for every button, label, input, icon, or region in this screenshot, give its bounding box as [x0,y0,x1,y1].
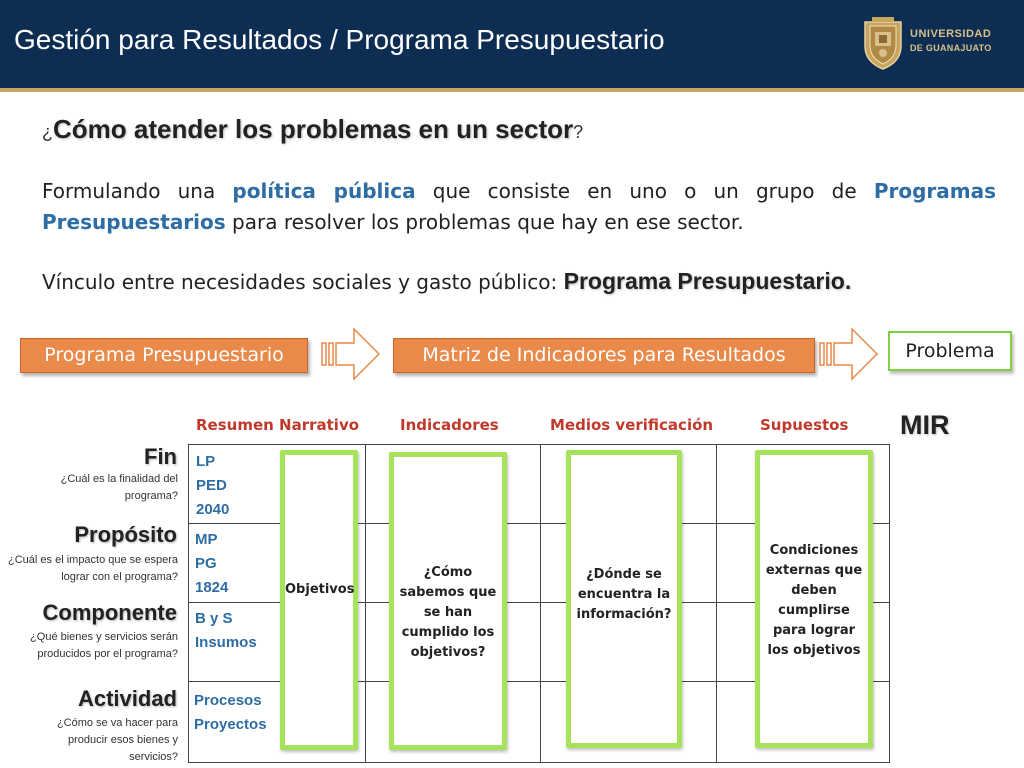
grid-line-v3 [540,444,541,762]
link-emphasis: Programa Presupuestario. [563,268,852,294]
cell-fin-line-2: PED [196,477,227,494]
heading-text: Cómo atender los problemas en un sector [53,114,574,144]
overlay-supuestos-text: Condiciones externas que deben cumplirse para lograr los objetivos [765,543,863,658]
cell-actividad-line-2: Proyectos [194,716,267,733]
cell-proposito-line-1: MP [195,531,218,548]
col-header-medios: Medios verificación [550,416,714,434]
col-header-resumen: Resumen Narrativo [196,416,360,434]
mir-label: MIR [900,410,950,440]
logo-line-1: UNIVERSIDAD [910,28,992,40]
university-logo [858,16,1018,72]
paragraph-part-1: Formulando una [42,179,233,203]
col-header-supuestos: Supuestos [760,416,849,434]
cell-componente-1 [195,607,257,655]
level-title-actividad: Actividad [77,686,177,711]
university-seal-icon [862,16,904,70]
flow-arrow-2-icon [818,326,880,382]
level-title-componente: Componente [42,600,177,625]
cell-actividad-line-1: Procesos [194,692,262,709]
level-title-proposito: Propósito [74,522,177,547]
heading-close-question: ? [573,122,584,142]
overlay-medios [566,450,682,748]
cell-proposito-1 [195,528,228,600]
link-text: Vínculo entre necesidades sociales y gasto público: [42,270,564,294]
section-heading [42,114,583,145]
paragraph-part-3: para resolver los problemas que hay en ese sector. [225,210,744,234]
highlight-politica-publica: política pública [232,179,416,203]
grid-line-h1 [188,444,890,445]
level-question-fin: ¿Cuál es la finalidad del programa? [60,473,178,502]
overlay-medios-text: ¿Dónde se encuentra la información? [576,567,672,622]
link-statement [42,268,851,295]
heading-open-question: ¿ [42,122,53,142]
cell-fin-1 [196,450,229,522]
cell-fin-line-3: 2040 [196,501,230,518]
level-title-fin: Fin [144,444,177,469]
flow-arrow-1-icon [320,326,382,382]
level-question-componente: ¿Qué bienes y servicios serán producidos por el programa? [30,631,178,660]
cell-actividad-1 [194,689,267,737]
flow-box-matriz: Matriz de Indicadores para Resultados [393,338,815,373]
header-bar [0,0,1024,92]
col-header-indicadores: Indicadores [400,416,499,434]
page-title: Gestión para Resultados / Programa Presupuestario [14,24,665,55]
grid-line-h5 [188,762,890,763]
overlay-supuestos [755,450,873,748]
cell-componente-line-2: Insumos [195,634,257,651]
overlay-objetivos [280,450,358,750]
cell-proposito-line-3: 1824 [195,579,229,596]
flow-box-programa: Programa Presupuestario [20,338,308,373]
paragraph-part-2: que consiste en uno o un grupo de [415,179,874,203]
highlight-programas-presupuestarios: Programas Presupuestarios [42,179,996,234]
overlay-indicadores-text: ¿Cómo sabemos que se han cumplido los objetivos? [399,565,497,660]
cell-fin-line-1: LP [196,453,216,470]
intro-paragraph [42,176,996,238]
logo-line-2: DE GUANAJUATO [910,43,992,53]
flow-box-problema: Problema [888,331,1012,371]
grid-line-v1 [188,444,189,762]
cell-componente-line-1: B y S [195,610,233,627]
overlay-indicadores [389,452,507,750]
grid-line-v5 [889,444,890,762]
level-question-actividad: ¿Cómo se va hacer para producir esos bienes y servicios? [56,717,178,763]
grid-line-v2 [365,444,366,762]
cell-proposito-line-2: PG [195,555,217,572]
level-question-proposito: ¿Cuál es el impacto que se espera lograr con el programa? [8,554,178,583]
grid-line-v4 [716,444,717,762]
overlay-objetivos-text: Objetivos [285,582,355,597]
